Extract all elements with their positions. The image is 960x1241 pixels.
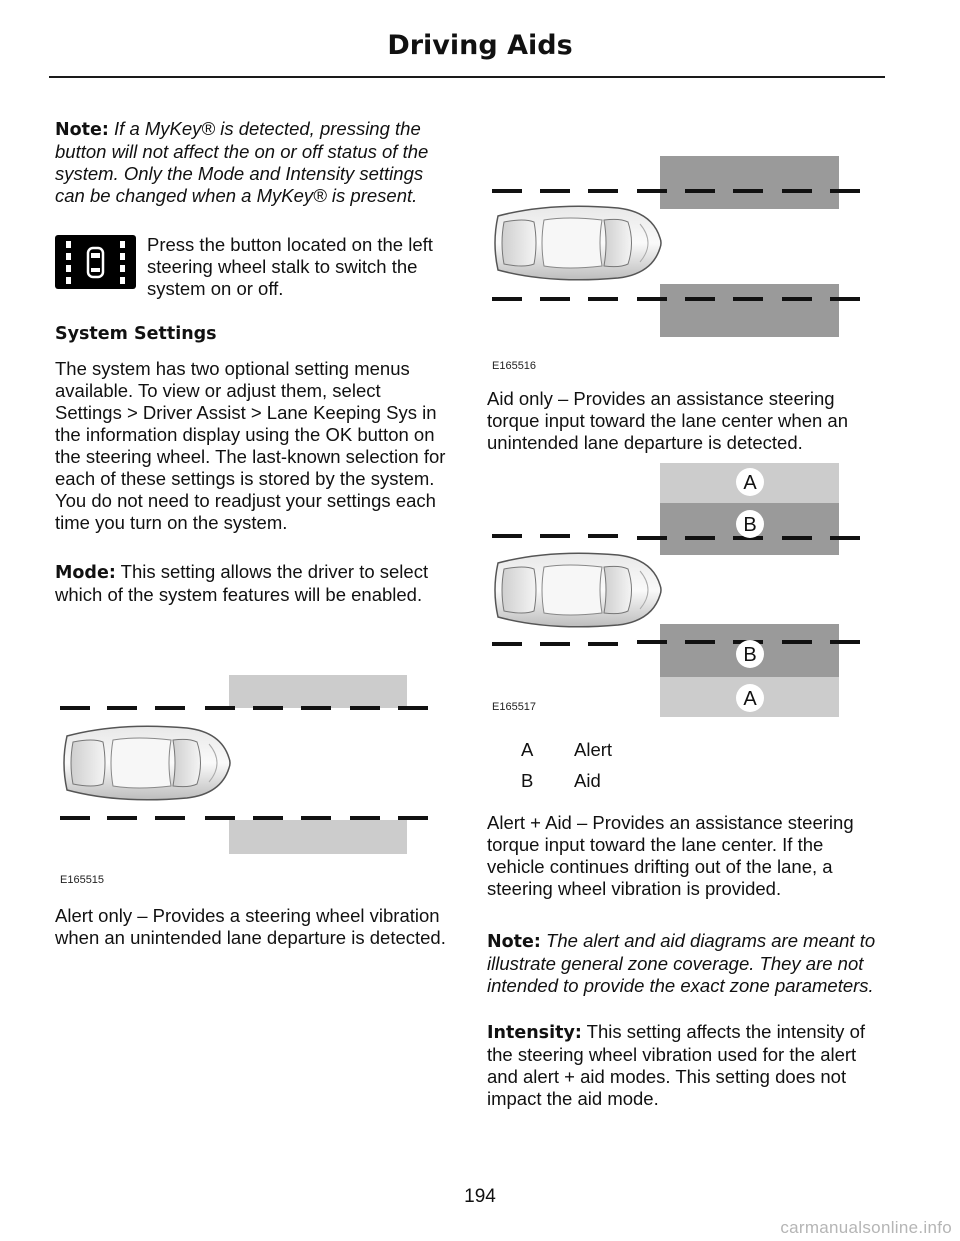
- intensity-text: This setting affects the intensity of the steering wheel vibration used for the alert and alert + aid modes. This setting does not impact the aid mode.: [487, 1021, 866, 1109]
- mode-text: This setting allows the driver to select which of the system features will be enabled.: [55, 561, 429, 605]
- figure-label-e165515: E165515: [60, 874, 105, 886]
- svg-text:B: B: [743, 514, 757, 536]
- diagram-note-text: The alert and aid diagrams are meant to illustrate general zone coverage. They are not intended to provide the exact zone parameters.: [487, 930, 876, 996]
- mode-paragraph: [55, 561, 448, 606]
- mode-label: Mode:: [55, 563, 116, 583]
- page-title: Driving Aids: [387, 30, 573, 61]
- button-instruction: Press the button located on the left steering wheel stalk to switch the system on or off.: [147, 234, 433, 299]
- legend-value-alert: Alert: [574, 739, 613, 760]
- zone-marker-b-top: [736, 510, 764, 538]
- intensity-paragraph: [487, 1021, 882, 1110]
- svg-text:A: A: [743, 688, 757, 710]
- header-divider: [49, 76, 885, 78]
- note-paragraph: [55, 118, 448, 207]
- svg-text:B: B: [743, 644, 757, 666]
- legend-value-aid: Aid: [574, 770, 601, 791]
- diagram-note-paragraph: [487, 930, 882, 997]
- diagram-note-label: Note:: [487, 932, 541, 952]
- zone-marker-a-top: [736, 468, 764, 496]
- alert-aid-diagram: [487, 460, 867, 720]
- aid-only-text: Aid only – Provides an assistance steering torque input toward the lane center when an unintended lane departure is detected.: [487, 388, 848, 453]
- svg-text:A: A: [743, 472, 757, 494]
- aid-zone-top: [660, 156, 839, 209]
- alert-zone-top: [229, 675, 407, 708]
- alert-aid-text: Alert + Aid – Provides an assistance steering torque input toward the lane center. If the vehicle continues drifting out of the lane, a steering wheel vibration is provided.: [487, 812, 854, 899]
- page-number: 194: [464, 1186, 496, 1207]
- system-settings-text: The system has two optional setting menus available. To view or adjust them, select Settings > Driver Assist > Lane Keeping Sys in the information display using the OK button on the steering wheel. The last-known selection for each of these settings is stored by the system. You do not need to readjust your settings each time you turn on the system.: [55, 358, 446, 533]
- alert-zone-bottom: [229, 820, 407, 854]
- note-label: Note:: [55, 120, 109, 140]
- watermark: carmanualsonline.info: [780, 1218, 952, 1237]
- lane-keeping-button-icon: [55, 235, 136, 289]
- note-text: If a MyKey® is detected, pressing the button will not affect the on or off status of the system. Only the Mode and Intensity settings can be changed when a MyKey® is present.: [55, 118, 429, 206]
- alert-only-diagram: [55, 670, 435, 870]
- alert-only-text: Alert only – Provides a steering wheel vibration when an unintended lane departure is detected.: [55, 905, 446, 948]
- aid-zone-bottom: [660, 284, 839, 337]
- zone-marker-b-bottom: [736, 640, 764, 668]
- aid-only-diagram: [487, 150, 867, 350]
- figure-label-e165517: E165517: [492, 701, 537, 713]
- figure-label-e165516: E165516: [492, 360, 537, 372]
- intensity-label: Intensity:: [487, 1023, 582, 1043]
- legend-key-a: A: [521, 739, 534, 760]
- zone-marker-a-bottom: [736, 684, 764, 712]
- legend-key-b: B: [521, 770, 534, 791]
- system-settings-heading: System Settings: [55, 324, 217, 344]
